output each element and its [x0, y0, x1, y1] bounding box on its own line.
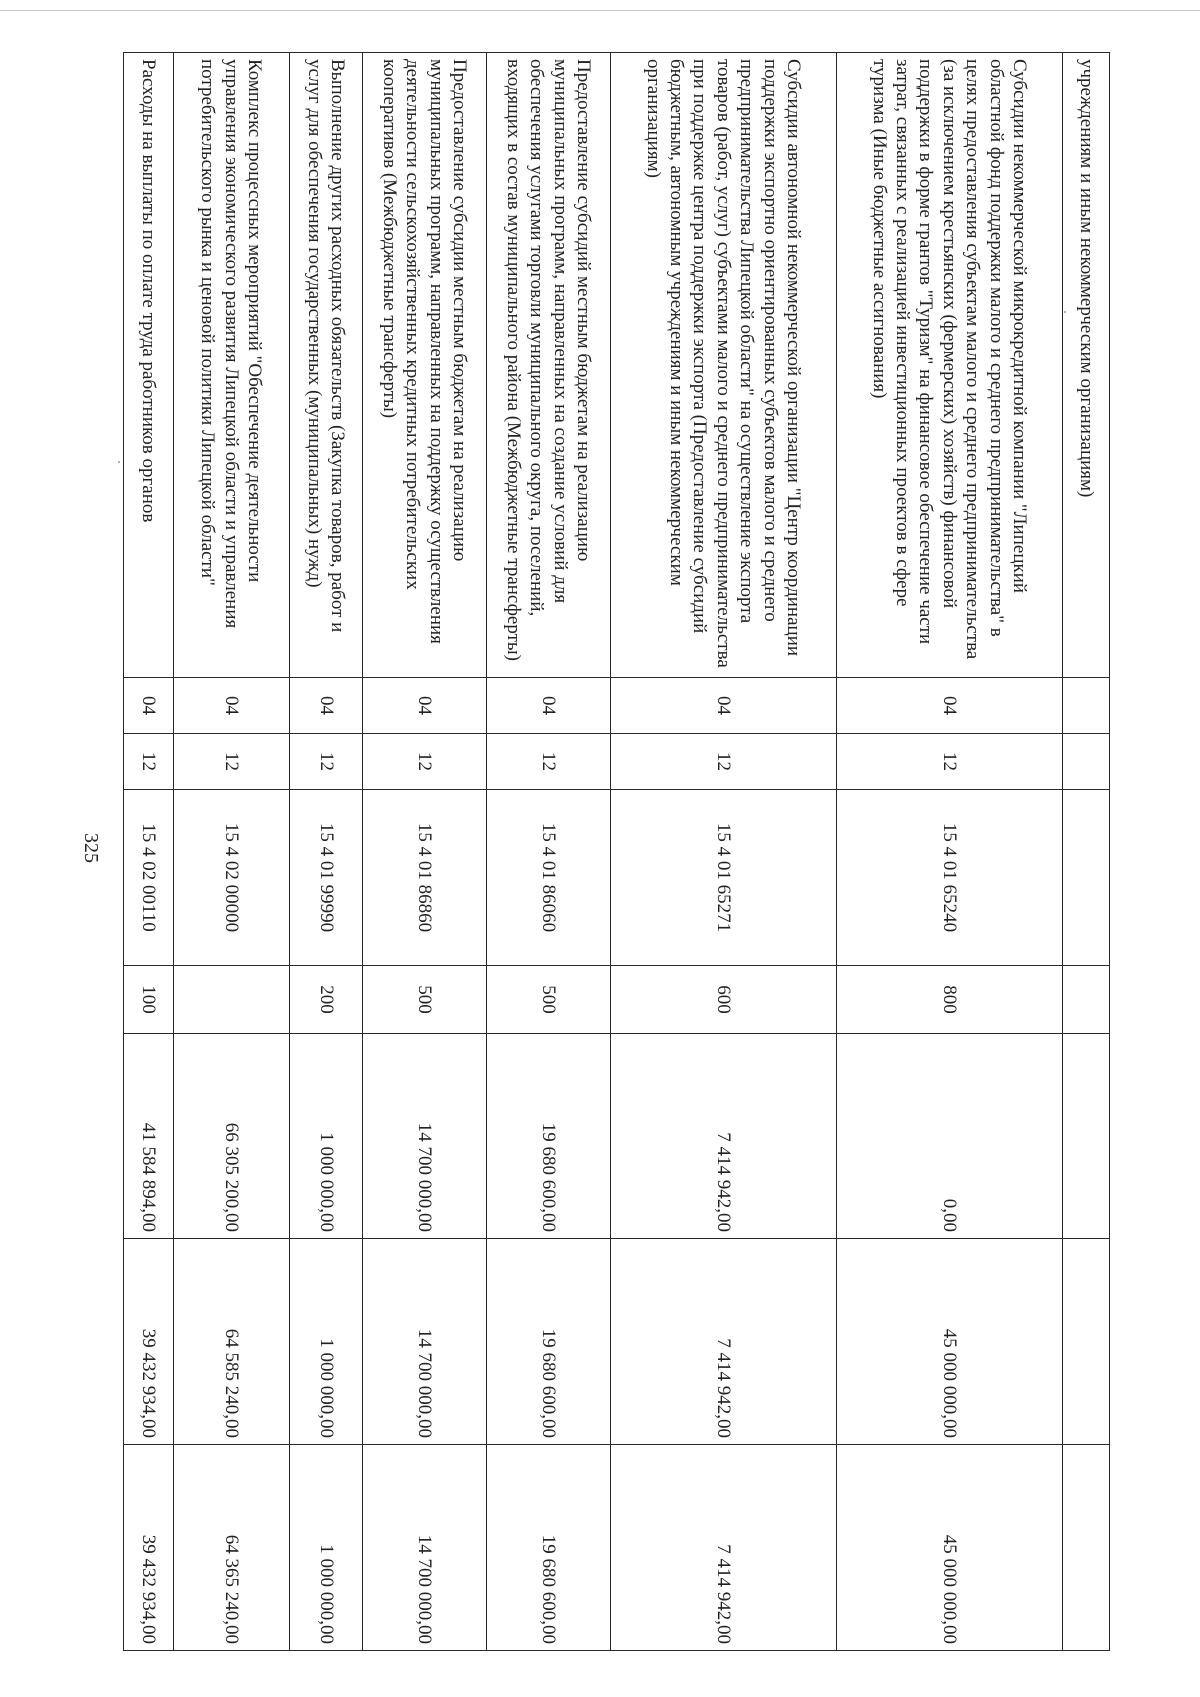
target-article-cell	[1062, 790, 1109, 966]
subsection-code-cell: 12	[836, 734, 1062, 790]
amount-cell: 64 365 240,00	[173, 1445, 289, 1651]
amount-cell	[1062, 1034, 1109, 1239]
expense-name-cell: Предоставление субсидии местным бюджетам на реализацию муниципальных программ, направленных на поддержку осуществления деятельности сельскохозяйственных кредитных потребительских кооперативов (Межбюджетные трансферты)	[362, 53, 486, 678]
subsection-code-cell: 12	[124, 734, 174, 790]
expense-name-cell: учреждениям и иным некоммерческим организациям)	[1062, 53, 1109, 678]
amount-cell: 45 000 000,00	[836, 1445, 1062, 1651]
expense-name-cell: Выполнение других расходных обязательств (Закупка товаров, работ и услуг для обеспечения государственных (муниципальных) нужд)	[289, 53, 362, 678]
amount-cell: 14 700 000,00	[362, 1034, 486, 1239]
subsection-code-cell: 12	[362, 734, 486, 790]
amount-cell: 0,00	[836, 1034, 1062, 1239]
table-row	[362, 53, 486, 1651]
expense-name-cell: Комплекс процессных мероприятий "Обеспечение деятельности управления экономического развития Липецкой области и управления потребительского рынка и ценовой политики Липецкой области"	[173, 53, 289, 678]
expense-type-cell: 500	[486, 966, 610, 1034]
amount-cell: 1 000 000,00	[289, 1239, 362, 1445]
subsection-code-cell: 12	[610, 734, 836, 790]
amount-cell	[1062, 1445, 1109, 1651]
amount-cell: 1 000 000,00	[289, 1445, 362, 1651]
section-code-cell: 04	[836, 678, 1062, 734]
amount-cell: 39 432 934,00	[124, 1239, 174, 1445]
section-code-cell: 04	[610, 678, 836, 734]
expense-type-cell: 500	[362, 966, 486, 1034]
amount-cell: 14 700 000,00	[362, 1239, 486, 1445]
amount-cell: 19 680 600,00	[486, 1445, 610, 1651]
section-code-cell: 04	[124, 678, 174, 734]
table-row	[610, 53, 836, 1651]
amount-cell: 7 414 942,00	[610, 1445, 836, 1651]
target-article-cell: 15 4 01 99990	[289, 790, 362, 966]
target-article-cell: 15 4 02 00110	[124, 790, 174, 966]
section-code-cell: 04	[289, 678, 362, 734]
amount-cell: 7 414 942,00	[610, 1034, 836, 1239]
table-row	[486, 53, 610, 1651]
section-code-cell: 04	[362, 678, 486, 734]
target-article-cell: 15 4 01 65271	[610, 790, 836, 966]
amount-cell	[1062, 1239, 1109, 1445]
rotated-page-content	[123, 52, 1110, 1650]
amount-cell: 7 414 942,00	[610, 1239, 836, 1445]
expense-name-cell: Предоставление субсидий местным бюджетам на реализацию муниципальных программ, направленных на создание условий для обеспечения услугами торговли муниципального округа, поселений, входящих в состав муниципального района (Межбюджетные трансферты)	[486, 53, 610, 678]
subsection-code-cell	[1062, 734, 1109, 790]
subsection-code-cell: 12	[289, 734, 362, 790]
expense-type-cell: 800	[836, 966, 1062, 1034]
amount-cell: 19 680 600,00	[486, 1034, 610, 1239]
target-article-cell: 15 4 01 65240	[836, 790, 1062, 966]
amount-cell: 45 000 000,00	[836, 1239, 1062, 1445]
scan-speck	[118, 461, 120, 463]
table-row	[124, 53, 174, 1651]
amount-cell: 19 680 600,00	[486, 1239, 610, 1445]
target-article-cell: 15 4 01 86860	[362, 790, 486, 966]
amount-cell: 14 700 000,00	[362, 1445, 486, 1651]
budget-table	[123, 52, 1110, 1651]
scan-top-edge	[0, 10, 1200, 11]
expense-type-cell: 100	[124, 966, 174, 1034]
table-row	[173, 53, 289, 1651]
amount-cell: 64 585 240,00	[173, 1239, 289, 1445]
page-number: 325	[80, 833, 102, 863]
section-code-cell	[1062, 678, 1109, 734]
expense-type-cell	[173, 966, 289, 1034]
section-code-cell: 04	[486, 678, 610, 734]
section-code-cell: 04	[173, 678, 289, 734]
expense-type-cell	[1062, 966, 1109, 1034]
target-article-cell: 15 4 01 86060	[486, 790, 610, 966]
amount-cell: 66 305 200,00	[173, 1034, 289, 1239]
amount-cell: 39 432 934,00	[124, 1445, 174, 1651]
expense-name-cell: Субсидии некоммерческой микрокредитной компании "Липецкий областной фонд поддержки малого и среднего предпринимательства" в целях предоставления субъектам малого и среднего предпринимательства (за исключением крестьянских (фермерских) хозяйств) финансовой поддержки в форме грантов "Туризм" на финансовое обеспечение части затрат, связанных с реализацией инвестиционных проектов в сфере туризма (Иные бюджетные ассигнования)	[836, 53, 1062, 678]
amount-cell: 1 000 000,00	[289, 1034, 362, 1239]
expense-type-cell: 200	[289, 966, 362, 1034]
subsection-code-cell: 12	[486, 734, 610, 790]
table-row	[1062, 53, 1109, 1651]
amount-cell: 41 584 894,00	[124, 1034, 174, 1239]
expense-type-cell: 600	[610, 966, 836, 1034]
table-row	[836, 53, 1062, 1651]
target-article-cell: 15 4 02 00000	[173, 790, 289, 966]
subsection-code-cell: 12	[173, 734, 289, 790]
expense-name-cell: Расходы на выплаты по оплате труда работников органов	[124, 53, 174, 678]
table-row	[289, 53, 362, 1651]
expense-name-cell: Субсидии автономной некоммерческой организации "Центр координации поддержки экспортно ориентированных субъектов малого и среднего предпринимательства Липецкой области" на осуществление экспорта товаров (работ, услуг) субъектами малого и среднего предпринимательства при поддержке центра поддержки экспорта (Предоставление субсидий бюджетным, автономным учреждениям и иным некоммерческим организациям)	[610, 53, 836, 678]
